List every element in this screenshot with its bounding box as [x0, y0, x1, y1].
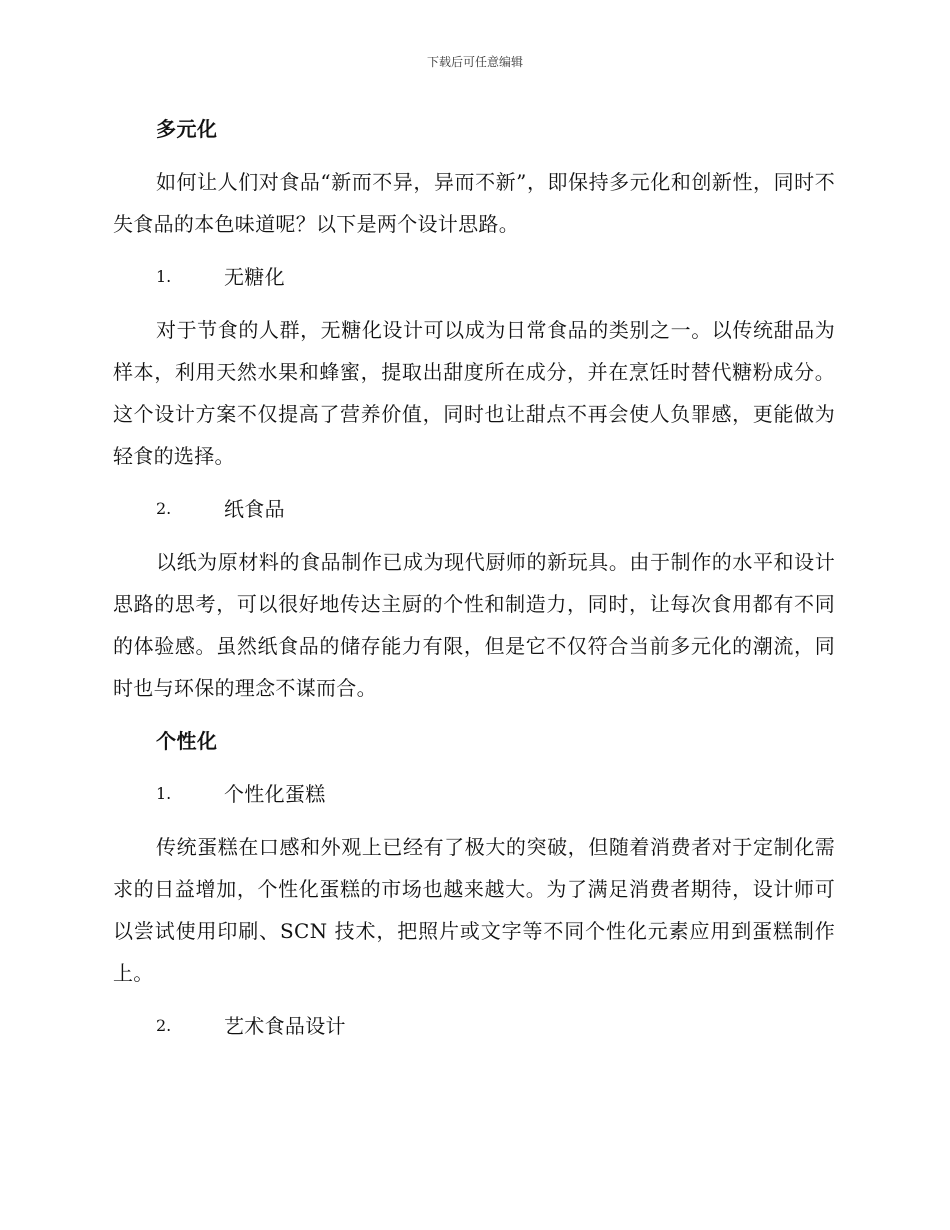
list-label: 艺术食品设计	[224, 1014, 346, 1038]
page-header: 下载后可任意编辑	[426, 55, 523, 69]
list-label: 无糖化	[224, 265, 285, 289]
document-body	[113, 108, 835, 1047]
list-number: 1.	[156, 784, 172, 803]
section-title-diversification: 多元化	[156, 117, 218, 141]
list-item-art-food	[113, 1005, 835, 1047]
list-item-paper-food	[113, 488, 835, 530]
list-number: 2.	[156, 1016, 172, 1035]
custom-cake-paragraph: 传统蛋糕在口感和外观上已经有了极大的突破，但随着消费者对于定制化需求的日益增加，个性化蛋糕的市场也越来越大。为了满足消费者期待，设计师可以尝试使用印刷、SCN 技术，把照片或文字等不同个性化元素应用到蛋糕制作上。	[113, 835, 835, 985]
list-item-sugar-free	[113, 256, 835, 298]
intro-paragraph: 如何让人们对食品“新而不异，异而不新”，即保持多元化和创新性，同时不失食品的本色味道呢？以下是两个设计思路。	[113, 170, 835, 236]
list-item-custom-cake	[113, 773, 835, 815]
section-title-personalization: 个性化	[156, 729, 218, 753]
list-number: 2.	[156, 499, 172, 518]
list-label: 纸食品	[224, 497, 285, 521]
sugar-free-paragraph: 对于节食的人群，无糖化设计可以成为日常食品的类别之一。以传统甜品为样本，利用天然水果和蜂蜜，提取出甜度所在成分，并在烹饪时替代糖粉成分。这个设计方案不仅提高了营养价值，同时也让甜点不再会使人负罪感，更能做为轻食的选择。	[113, 318, 835, 468]
list-label: 个性化蛋糕	[224, 782, 326, 806]
list-number: 1.	[156, 267, 172, 286]
paper-food-paragraph: 以纸为原材料的食品制作已成为现代厨师的新玩具。由于制作的水平和设计思路的思考，可以很好地传达主厨的个性和制造力，同时，让每次食用都有不同的体验感。虽然纸食品的储存能力有限，但是它不仅符合当前多元化的潮流，同时也与环保的理念不谋而合。	[113, 550, 835, 700]
